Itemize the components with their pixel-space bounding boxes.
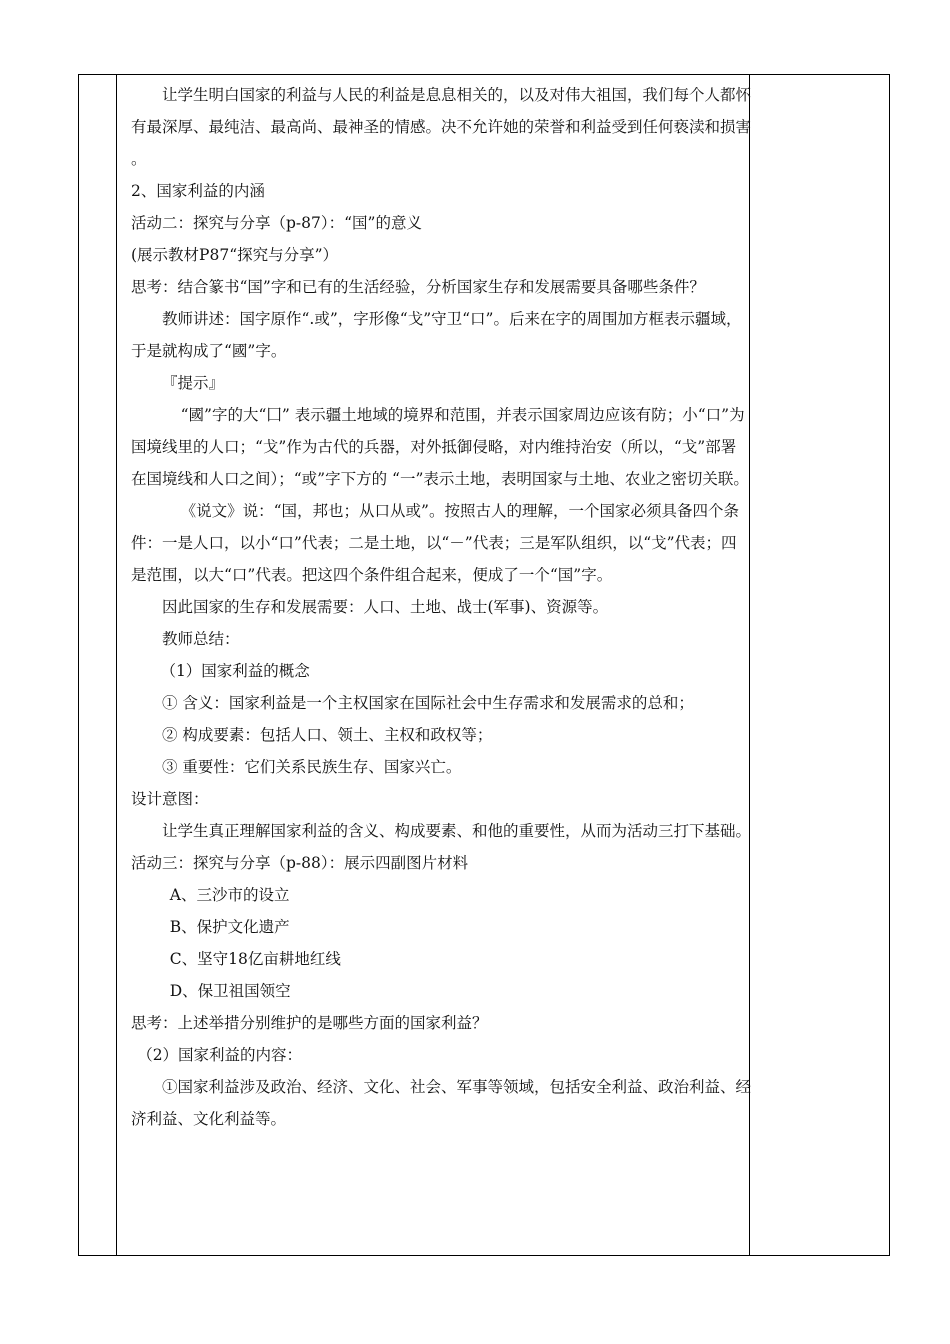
lesson-content-cell bbox=[131, 79, 751, 1135]
paragraph: 教师总结： bbox=[162, 630, 240, 648]
paragraph: 思考：上述举措分别维护的是哪些方面的国家利益？ bbox=[131, 1014, 488, 1032]
table-top-border bbox=[78, 74, 890, 75]
table-right-border bbox=[889, 74, 890, 1256]
paragraph: A、三沙市的设立 bbox=[169, 886, 290, 904]
paragraph: ①国家利益涉及政治、经济、文化、社会、军事等领域，包括安全利益、政治利益、经济利益、文化利益等。 bbox=[131, 1078, 752, 1128]
paragraph: 《说文》说：“国，邦也；从口从或”。按照古人的理解，一个国家必须具备四个条件：一是人口，以小“口”代表；二是土地，以“－”代表；三是军队组织，以“戈”代表；四是范围，以大“口”代表。把这四个条件组合起来，便成了一个“国”字。 bbox=[131, 502, 739, 584]
table-bottom-border bbox=[78, 1255, 890, 1256]
paragraph: D、保卫祖国领空 bbox=[169, 982, 291, 1000]
paragraph: ① 含义：国家利益是一个主权国家在国际社会中生存需求和发展需求的总和； bbox=[162, 694, 694, 712]
paragraph: （2）国家利益的内容： bbox=[137, 1046, 303, 1064]
paragraph: 『提示』 bbox=[162, 374, 225, 392]
paragraph: 活动三：探究与分享（p-88）：展示四副图片材料 bbox=[131, 854, 469, 872]
paragraph: （1）国家利益的概念 bbox=[160, 662, 310, 680]
paragraph: 教师讲述：国字原作“.或”，字形像“戈”守卫“口”。后来在字的周围加方框表示疆域，于是就构成了“國”字。 bbox=[131, 310, 742, 360]
paragraph: 因此国家的生存和发展需要：人口、土地、战士(军事)、资源等。 bbox=[162, 598, 609, 616]
paragraph: C、坚守18亿亩耕地红线 bbox=[169, 950, 341, 968]
paragraph: 设计意图： bbox=[131, 790, 209, 808]
paragraph: ② 构成要素：包括人口、领土、主权和政权等； bbox=[162, 726, 493, 744]
paragraph: 活动二：探究与分享（p-87）：“国”的意义 bbox=[131, 214, 422, 232]
paragraph: 让学生真正理解国家利益的含义、构成要素、和他的重要性，从而为活动三打下基础。 bbox=[162, 822, 752, 840]
paragraph: ③ 重要性：它们关系民族生存、国家兴亡。 bbox=[162, 758, 462, 776]
paragraph: 思考：结合篆书“国”字和已有的生活经验，分析国家生存和发展需要具备哪些条件？ bbox=[131, 278, 705, 296]
paragraph: 让学生明白国家的利益与人民的利益是息息相关的，以及对伟大祖国，我们每个人都怀有最深厚、最纯洁、最高尚、最神圣的情感。决不允许她的荣誉和利益受到任何亵渎和损害 。 bbox=[131, 86, 752, 168]
table-column-divider-1 bbox=[116, 74, 117, 1256]
paragraph: B、保护文化遗产 bbox=[169, 918, 290, 936]
paragraph: 2、国家利益的内涵 bbox=[131, 182, 265, 200]
table-left-border bbox=[78, 74, 79, 1256]
paragraph: (展示教材P87“探究与分享”） bbox=[131, 246, 339, 264]
paragraph: “國”字的大“囗” 表示疆土地域的境界和范围，并表示国家周边应该有防；小“口”为国境线里的人口；“戈”作为古代的兵器，对外抵御侵略，对内维持治安（所以，“戈”部署在国境线和人口之间）；“或”字下方的 “一”表示土地，表明国家与土地、农业之密切关联。 bbox=[131, 406, 749, 488]
